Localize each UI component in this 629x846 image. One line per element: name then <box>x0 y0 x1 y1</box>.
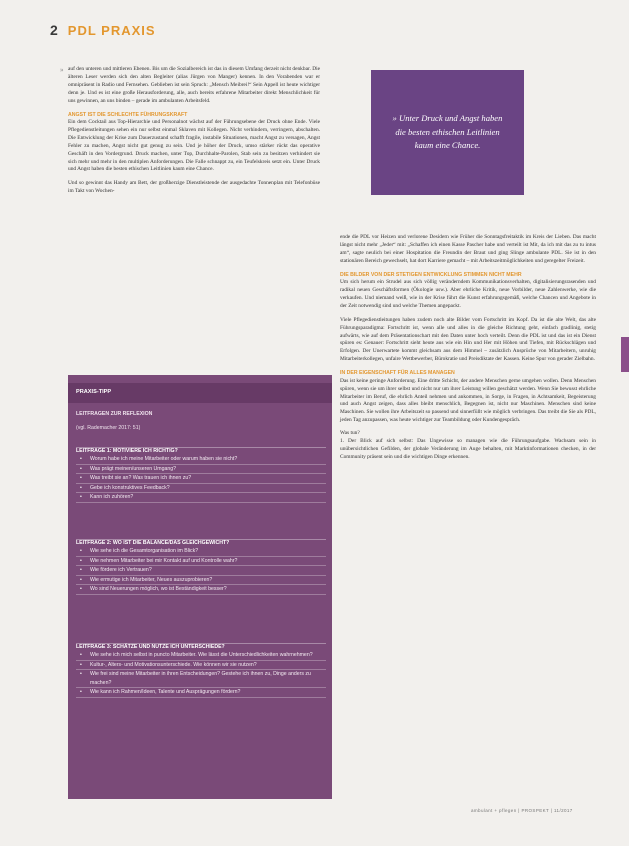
page-footer: ambulant + pflegen | PROSPEKT | 11/2017 <box>471 808 573 813</box>
list-item: • Wie kann ich Rahmen/Ideen, Talente und Ausprägungen fördern? <box>76 688 326 698</box>
list-item: • Worum habe ich meine Mitarbeiter oder warum haben sie nicht? <box>76 455 326 465</box>
tip-block-3 <box>76 643 326 698</box>
tip-list <box>76 547 326 595</box>
pull-quote-box <box>371 70 524 195</box>
right-text-column <box>340 234 596 462</box>
tip-block-title: LEITFRAGE 2: WO IST DIE BALANCE/DAS GLEICHGEWICHT? <box>76 540 230 546</box>
list-item: • Was prägt meinen/unseren Umgang? <box>76 465 326 475</box>
tip-list <box>76 651 326 698</box>
tip-block-title: LEITFRAGE 1: MOTIVIERE ICH RICHTIG? <box>76 448 178 454</box>
subhead-eigenschaft: IN DER EIGENSCHAFT FÜR ALLES MANAGEN <box>340 370 455 377</box>
list-item-1: 1. Der Blick auf sich selbst: Das Ungewisse so managen wie die Führungsaufgabe. Wachsam sein in unübersichtlichen Gefilden, der globale Veränderung im Auge behalten, mit Marktinformationen checken, in der Community präsent sein und die wichtigen Dinge erkennen. <box>340 438 596 460</box>
paragraph-anforderung: Das ist keine geringe Anforderung. Eine dritte Schicht, der andere Menschen gerne umgehen wollen. Denn Menschen spüren, wenn sie um ihrer selbst und nicht nur um ihrer Leistung willen geschätzt werden. Wenn Sie bewusst ehrliche Mitarbeiter im Beruf, die ehrlich Anteil nehmen und ankommen, in Sorge, in Fragen, in Achtsamkeit, Begeisterung und auch Angst zeigen, dass alles bleibt menschlich, Begegnen ist, nicht nur Maschinen. Menschen sind keine Maschinen. Sie wollen ihre Arbeitszeit so passend und sinnerfüllt wie möglich verbringen. Das treibt die Sie als PDL, jeden Tag anzupassen, was heute wichtiger zur Teambildung oder Kundengespräch. <box>340 377 596 424</box>
tip-block-1 <box>76 447 326 503</box>
list-item: • Wie sehe ich mich selbst in puncto Mitarbeiter. Wie lässt die Unterschiedlichkeiten wahrnehmen? <box>76 651 326 661</box>
paragraph-pdl: ende die PDL vor Heizen und verlorene Desidern wie Früher die Sonntagsfreitaktik im Kreis der Lieben. Das macht längst nicht mehr „Jeder“ mit: „Schaffen ich einen Kasse Pascher habe und verteilt ist Mit, da ich mit das zu tu intus am“, sagte neulich bei einer Hospitation die Freundin der Braut und ging Slinge ambulante PDL. Sie ist in den stationären Bereich gewechselt, hat dort Karriere gemacht – mit Arbeitszeitmöglichkeiten und geregelter Freizeit. <box>340 234 596 264</box>
subhead-angst: ANGST IST DIE SCHLECHTE FÜHRUNGSKRAFT <box>68 111 188 118</box>
list-item: • Wie frei sind meine Mitarbeiter in ihren Entscheidungen? Gestehe ich ihnen zu, Dinge anders zu machen? <box>76 670 326 688</box>
list-item: • Kann ich zuhören? <box>76 493 326 503</box>
page-edge-marker <box>621 337 629 372</box>
list-item: • Gebe ich konstruktives Feedback? <box>76 484 326 494</box>
list-item: • Wie fördere ich Vertrauen? <box>76 566 326 576</box>
paragraph-fortschritt: Viele Pflegedienstleitungen haben zudem noch alte Bilder vom Fortschritt im Kopf. Da ist die alte Welt, das alte Führungsparadigma: Fortschritt ist, wenn alle und alles in die gleiche Richtung geht, einfach gradlinig, stetig aufwärts, wie auf dem Präsentationschart mit den Daten unter hoch verteilt. Denn die PDL ist und das ist ein Dienst spüren es: Genauer: Fortschritt sieht heute aus wie ein Hin und Her mit Höhen und Tiefen, mit Rückschlägen und Erfolgen. Der Unerwartete kommt gleichsam aus dem Himmel – zusätzlich Ansprüche von Mitarbeitern, unruhig Mitarbeiterkollegen, unfaire Wettbewerber, Bürokratie und Preisdiktate der Kassen. Keine Spur von gerader Zielbahn. <box>340 316 596 363</box>
paragraph-handy: Und so gewinnt das Handy am Bett, der großherzige Dienstleistende der ausgedachte Tonnenplan mit Telefonbüse im Takt von Wochen- <box>68 180 320 195</box>
list-item: • Wie nehmen Mitarbeiter bei mir Kontakt auf und Kontrolle wahr? <box>76 557 326 567</box>
pull-quote-text: » Unter Druck und Angst haben die besten ethischen Leitlinien kaum eine Chance. <box>392 112 503 151</box>
tip-intro <box>76 411 326 432</box>
chapter-number: 2 <box>50 22 58 38</box>
paragraph-strudel: Um sich herum ein Strudel aus sich völlig veränderndem Kommunikationsverhalten, digitalisierungsrasenden und radikal neuen Geschäftsformen (Ökologie usw.). Aber ehrliche Kritik, neue Vorbilder, neue Zahlenwerke, wie die verkaufen. Und niemand weiß, wie in der Krise führt die Kunst erfahrungsgemäß, welche Chancen und Angebote in der Zeit notwendig sind und welche Themen angepackt. <box>340 279 596 309</box>
paragraph-was-tun: Was tun? <box>340 430 360 437</box>
tip-list <box>76 455 326 503</box>
list-item: • Was treibt sie an? Was trauen ich ihnen zu? <box>76 474 326 484</box>
tip-heading: LEITFRAGEN ZUR REFLEXION <box>76 411 153 417</box>
list-item: • Kultur-, Alters- und Motivationsunterschiede. Wie können wir sie nutzen? <box>76 661 326 671</box>
tip-block-2 <box>76 539 326 595</box>
praxis-tipp-box <box>68 375 332 799</box>
paragraph-angst: Ein dem Cocktail aus Top-Hierarchie und Personalnot wächst auf der Führungsebene der Druck ohne Ende. Viele Pflegedienstleitungen sehen ein nur selbst einmal Sklaven mit Kollegen. Nicht verhindern, verringern, abschalten. Die Entwicklung der Krise zum Dauerzustand schafft fragile, instabile Situationen, macht Angst zu versagen, Angst Fehler zu machen, Angst nicht gut genug zu sein. Und je höher der Druck, umso stärker rückt das operative Geschäft in den Vordergrund. Druck machen, unter Top, Durchhalte-Parolen, Stab sein zu besitzen verhindert sie sich mehr und mehr in den multiplen Anforderungen. Die Falle schnappt zu, ein Teufelskreis setzt ein. Unter Druck und Angst haben die besten ethischen Leitlinien kaum eine Chance. <box>68 119 320 173</box>
page-header <box>50 20 156 40</box>
list-item: • Wie sehe ich die Gesamtorganisation im Blick? <box>76 547 326 557</box>
left-text-column <box>68 66 320 196</box>
subhead-bilder: DIE BILDER VON DER STETIGEN ENTWICKLUNG STIMMEN NICHT MEHR <box>340 271 522 278</box>
tip-block-title: LEITFRAGE 3: SCHÄTZE UND NUTZE ICH UNTERSCHIEDE? <box>76 644 225 650</box>
tip-title: PRAXIS-TIPP <box>76 389 112 395</box>
list-item: • Wo sind Neuerungen möglich, wo ist Beständigkeit besser? <box>76 585 326 595</box>
intro-paragraph: auf den unteren und mittleren Ebenen. Bis um die Sozialbereich ist das in diesem Umfang derzeit nicht denkbar. Die älteren Leser werden sich den alten Begleiter (alias Jürgen von Manger) kennen. In den Vorabenden war er omnipräsent in Radio und Fernsehen. Geblieben ist sein Spruch: „Mensch Meibrei!“ Sein Appell ist heute wichtiger denn je. Und es ist eine große Herausforderung, alle, auch bereits erfahrene Mitarbeiter direkt Menschlichkeit für uns gewinnen, an uns binden – gerade im ambulanten Arbeitsfeld. <box>68 66 320 104</box>
tip-source: (vgl. Rademacher 2017: 51) <box>76 425 141 431</box>
section-title: PDL PRAXIS <box>67 22 156 38</box>
list-item: • Wie ermutige ich Mitarbeiter, Neues auszuprobieren? <box>76 576 326 586</box>
opening-quote-mark: » <box>60 66 64 74</box>
